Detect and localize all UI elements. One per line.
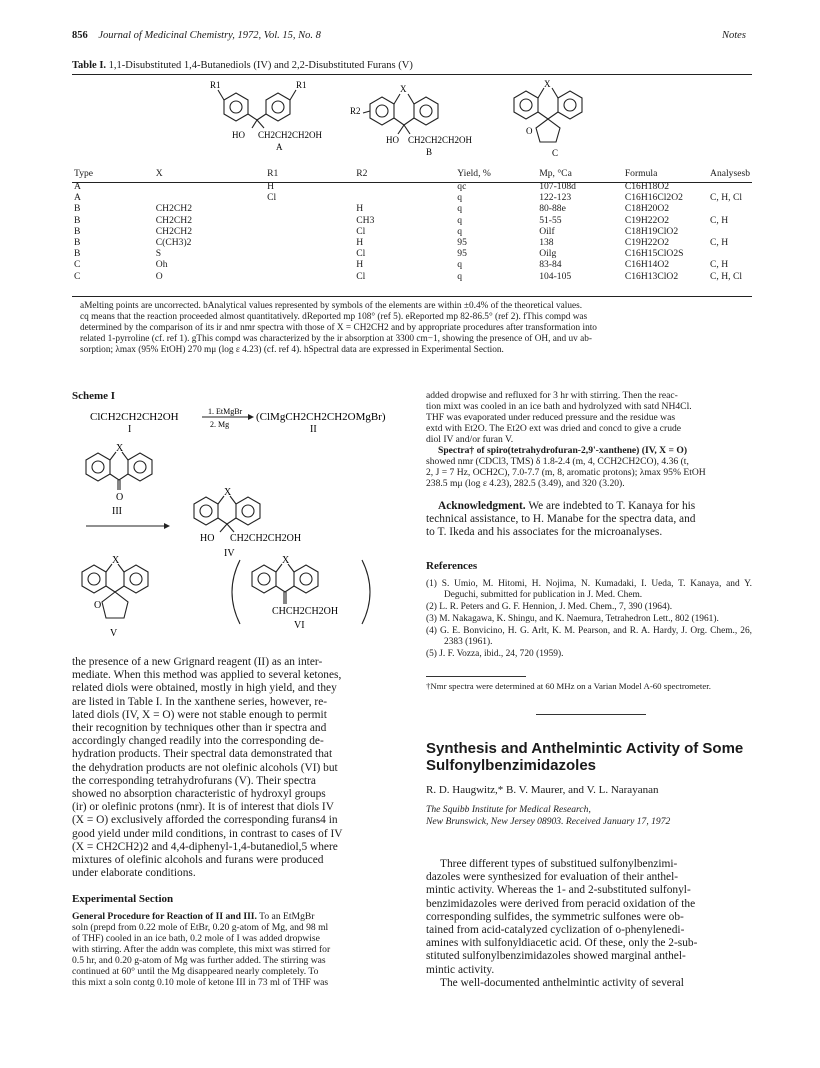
table-cell: CH2CH2 — [155, 203, 193, 215]
text-line: soln (prepd from 0.22 mole of EtBr, 0.20 g-atom of Mg, and 98 ml — [72, 922, 329, 934]
table-cell: q — [457, 259, 463, 271]
table-cell: q — [457, 214, 463, 226]
footnote-line: related 1-pyrroline (cf. ref 1). gThis compd was characterized by the ir absorption at 3300 cm−1, showing the presence of OH, and uv ab- — [80, 334, 593, 344]
table-cell: H — [356, 203, 364, 215]
table-cell: C16H14O2 — [624, 259, 670, 271]
table-cell: CH3 — [356, 214, 375, 226]
article-divider — [536, 714, 646, 715]
v-label: V — [110, 628, 118, 639]
article-title — [426, 740, 756, 774]
article-abstract — [426, 858, 754, 990]
text-line: the presence of a new Grignard reagent (II) as an inter- — [72, 656, 323, 668]
table-cell — [265, 237, 354, 248]
table-cell: Cl — [356, 270, 366, 282]
text-line: hydration products. Their spectral data demonstrated that — [72, 748, 333, 761]
scheme-diagram — [72, 402, 402, 650]
iii-x: X — [116, 443, 124, 454]
text-line: their recognition by techniques other than ir spectra and — [72, 722, 327, 735]
scheme-reagent-top: 1. EtMgBr — [208, 407, 243, 416]
text-line: of THF) cooled in an ice bath, 0.2 mole of I was added dropwise — [72, 933, 320, 945]
table-cell: 107-108d — [539, 181, 576, 192]
struct-b-x: X — [400, 84, 407, 94]
table-header-rule — [72, 182, 752, 183]
col-formula: Formula — [624, 168, 658, 179]
text-line: corresponding sulfides, the symmetric sulfones were ob- — [426, 910, 684, 923]
text-line: good yield under mild conditions, in contrast to cases of IV — [72, 827, 343, 840]
text-line: to T. Ikeda and his associates for the microanalyses. — [426, 526, 663, 539]
struct-c-o: O — [526, 126, 533, 136]
table-cell: q — [457, 192, 463, 204]
text-line: stituted sulfonylbenzimidazoles showed marginal anthel- — [426, 950, 686, 963]
col-type: Type — [74, 168, 94, 179]
article-title-line: Synthesis and Anthelmintic Activity of Some — [426, 740, 744, 757]
scheme-reagent-bottom: 2. Mg — [210, 420, 230, 429]
text-line: (X = O) exclusively afforded the corresponding furans4 in — [72, 814, 338, 827]
text-line: accordingly changed readily into the corresponding de- — [72, 735, 324, 748]
table-cell: C — [74, 259, 81, 271]
table-cell: 122-123 — [539, 192, 572, 204]
table-cell: C16H18O2 — [624, 181, 670, 192]
text-line: diol IV and/or furan V. — [426, 434, 514, 445]
iv-label: IV — [224, 548, 235, 559]
text-line: THF was evaporated under reduced pressure and the residue was — [426, 412, 676, 423]
text-line: mediate. When this method was applied to several ketones, — [72, 669, 342, 682]
col-mp: Mp, °Ca — [539, 168, 572, 179]
table-cell: C18H20O2 — [624, 203, 670, 215]
journal-name: Journal of Medicinal Chemistry, 1972, Vol. 15, No. 8 — [98, 30, 321, 41]
text-line: technical assistance, to H. Manabe for the spectra data, and — [426, 513, 696, 526]
text-line: 238.5 mμ (log ε 4.23), 282.5 (3.49), and 320 (3.20). — [426, 478, 625, 489]
scheme-grignard: (ClMgCH2CH2CH2OMgBr) — [256, 411, 386, 423]
nmr-footnote: †Nmr spectra were determined at 60 MHz on a Varian Model A-60 spectrometer. — [426, 681, 711, 691]
table-header-row — [72, 168, 752, 181]
affiliation-line: New Brunswick, New Jersey 08903. Received January 17, 1972 — [426, 815, 671, 827]
footnote-line: determined by the comparison of its ir and nmr spectra with those of X = CH2CH2 and by appropriate procedures after transformation into — [80, 323, 597, 333]
reference-item: (5) J. F. Vozza, ibid., 24, 720 (1959). — [426, 649, 564, 660]
table-cell: B — [74, 203, 81, 215]
table-cell: H — [267, 181, 275, 192]
spectra-lead: Spectra† of spiro(tetrahydrofuran-2,9'-xanthene) (IV, X = O) — [438, 445, 688, 456]
vi-olefin: CHCH2CH2OH — [272, 606, 339, 617]
table-cell: 80-88e — [539, 203, 566, 215]
table-cell: C19H22O2 — [624, 214, 670, 226]
section-name: Notes — [722, 30, 746, 41]
table-cell — [265, 215, 354, 226]
text-line: The well-documented anthelmintic activity of several — [440, 976, 684, 989]
table-cell: H — [356, 259, 364, 271]
table-cell: B — [74, 237, 81, 249]
table-row — [72, 192, 752, 203]
table-cell: C(CH3)2 — [155, 237, 192, 249]
table-cell: H — [356, 237, 364, 249]
text-line: benzimidazoles were derived from peracid oxidation of the — [426, 897, 696, 910]
text-line: the dehydration products are not olefinic alcohols (VI) but — [72, 761, 338, 774]
footnote-line: sorption; λmax (95% EtOH) 270 mμ (log ε 4.23) (cf. ref 4). hSpectral data are expressed in Experimental Section. — [80, 345, 504, 355]
table-cell: C, H — [710, 214, 729, 226]
text-line: showed nmr (CDCl3, TMS) δ 1.8-2.4 (m, 4, CCH2CH2CO), 4.36 (t, — [426, 456, 689, 467]
struct-a-r1b: R1 — [296, 80, 307, 90]
text-line: tion mixt was cooled in an ice bath and hydrolyzed with satd NH4Cl. — [426, 401, 692, 412]
struct-a-chain: CH2CH2CH2OH — [258, 130, 323, 140]
table-cell: B — [74, 225, 81, 237]
experimental-heading: Experimental Section — [72, 893, 174, 905]
compound-table — [72, 168, 752, 282]
text-line: extd with Et2O. The Et2O ext was dried and concd to give a crude — [426, 423, 682, 434]
text-line: are listed in Table I. In the xanthene series, however, re- — [72, 695, 328, 708]
table-row — [72, 203, 752, 214]
table-cell — [154, 192, 265, 203]
experimental-continued — [426, 390, 752, 489]
table-cell: 51-55 — [539, 214, 562, 226]
table-cell: C, H, Cl — [710, 270, 743, 282]
struct-a-label: A — [276, 142, 283, 152]
scheme-grignard-num: II — [310, 424, 317, 435]
table-row — [72, 237, 752, 248]
col-r2: R2 — [356, 168, 368, 179]
experimental-section — [72, 893, 404, 988]
table-cell: q — [457, 203, 463, 215]
col-r1: R1 — [267, 168, 279, 179]
struct-b-r2: R2 — [350, 106, 361, 116]
table-top-rule — [72, 74, 752, 75]
table-cell: Cl — [356, 248, 366, 260]
experimental-lead: General Procedure for Reaction of II and III. — [72, 911, 257, 923]
table-cell — [265, 271, 354, 282]
text-line: tained from acid-catalyzed cyclization of o-phenylenedi- — [426, 924, 685, 937]
text-line: (X = CH2CH2)2 and 4,4-diphenyl-1,4-butanediol,5 where — [72, 840, 338, 853]
table-cell: A — [74, 181, 81, 192]
text-line: with stirring. After the addn was complete, this mixt was stirred for — [72, 944, 331, 956]
table-cell — [708, 226, 752, 237]
scheme-title: Scheme I — [72, 390, 116, 402]
table-structures — [200, 78, 640, 160]
table-cell: CH2CH2 — [155, 214, 193, 226]
col-yield: Yield, % — [457, 168, 491, 179]
table-cell: Cl — [356, 225, 366, 237]
reference-item: (3) M. Nakagawa, K. Shingu, and K. Naemura, Tetrahedron Lett., 802 (1961). — [426, 614, 719, 625]
table-cell: C16H15ClO2S — [624, 248, 684, 260]
reference-item: (1) S. Umio, M. Hitomi, H. Nojima, N. Kumadaki, I. Ueda, T. Kanaya, and Y. Deguchi, submitted for publication in J. Med. Chem. — [426, 579, 752, 601]
text-line: related diols were obtained, mostly in high yield, and they — [72, 682, 337, 695]
table-cell: 95 — [457, 248, 467, 260]
table-cell — [708, 248, 752, 259]
text-line: mintic activity. — [426, 963, 495, 976]
acknowledgment — [426, 500, 752, 540]
iv-x: X — [224, 487, 232, 498]
text-line: To an EtMgBr — [259, 911, 315, 923]
table-cell: 104-105 — [539, 270, 572, 282]
table-cell: C — [74, 270, 81, 282]
text-line: the corresponding tetrahydrofurans (V). Their spectra — [72, 774, 316, 787]
struct-b-chain: CH2CH2CH2OH — [408, 135, 473, 145]
article-title-line: Sulfonylbenzimidazoles — [426, 757, 597, 774]
table-row — [72, 215, 752, 226]
footnote-line: cq means that the reaction proceeded almost quantitatively. dReported mp 108° (ref 5). eReported mp 82-86.5° (ref 2). fThis compd was — [80, 312, 588, 322]
text-line: dazoles were synthesized for evaluation of their anthel- — [426, 871, 679, 884]
text-line: mixtures of olefinic alcohols and furans were produced — [72, 854, 324, 867]
iv-ho: HO — [200, 533, 215, 544]
table-bottom-rule — [72, 296, 752, 297]
v-x: X — [112, 555, 120, 566]
table-cell: S — [155, 248, 162, 260]
table-cell: Oilg — [539, 248, 557, 260]
table-cell — [265, 203, 354, 214]
table-cell — [708, 203, 752, 214]
table-cell: CH2CH2 — [155, 225, 193, 237]
table-cell — [265, 226, 354, 237]
table-cell: 83-84 — [539, 259, 562, 271]
table-cell: C, H — [710, 237, 729, 249]
article-affiliation — [426, 804, 670, 827]
vi-x: X — [282, 555, 290, 566]
text-line: this mixt a soln contg 0.10 mole of ketone III in 73 ml of THF was — [72, 977, 329, 989]
table-caption — [72, 60, 413, 71]
col-analyses: Analysesb — [710, 168, 750, 179]
text-line: Three different types of substitued sulfonylbenzimi- — [440, 858, 678, 870]
text-line: 2, J = 7 Hz, OCH2C), 7.0-7.7 (m, 8, aromatic protons); λmax 95% EtOH — [426, 467, 706, 478]
article-authors: R. D. Haugwitz,* B. V. Maurer, and V. L. Narayanan — [426, 784, 659, 796]
table-cell: B — [74, 248, 81, 260]
table-cell: A — [74, 192, 81, 204]
text-line: continued at 60° until the Mg disappeared nearly completely. To — [72, 966, 319, 978]
text-line: amines with sulfonyldiacetic acid. Of these, only the 2-sub- — [426, 937, 698, 950]
iv-chain: CH2CH2CH2OH — [230, 533, 302, 544]
page-header — [72, 30, 321, 41]
text-line: showed no absorption characteristic of hydroxyl groups — [72, 788, 326, 801]
affiliation-line: The Squibb Institute for Medical Research, — [426, 804, 591, 815]
discussion-text — [72, 656, 404, 880]
v-o: O — [94, 600, 102, 611]
references — [426, 560, 752, 661]
struct-a-ho: HO — [232, 130, 245, 140]
reference-item: (4) G. E. Bonvicino, H. G. Arlt, K. M. Pearson, and R. A. Hardy, J. Org. Chem., 26, 2383 (1961). — [426, 626, 752, 648]
table-footnotes — [80, 301, 748, 356]
page-number: 856 — [72, 30, 88, 41]
struct-b-label: B — [426, 147, 433, 157]
reference-item: (2) L. R. Peters and G. F. Hennion, J. Med. Chem., 7, 390 (1964). — [426, 602, 673, 613]
table-row — [72, 271, 752, 282]
text-line: 0.5 hr, and 0.20 g-atom of Mg was further added. The stirring was — [72, 955, 326, 967]
table-cell: C, H — [710, 259, 729, 271]
ack-lead: Acknowledgment. — [438, 500, 526, 512]
table-cell: Cl — [267, 192, 277, 204]
scheme-reactant-num: I — [128, 424, 132, 435]
col-x: X — [155, 168, 163, 179]
table-cell: Oilf — [539, 225, 555, 237]
table-caption-text: 1,1-Disubstituted 1,4-Butanediols (IV) and 2,2-Disubstituted Furans (V) — [108, 60, 413, 71]
table-cell: C19H22O2 — [624, 237, 670, 249]
text-line: lated diols (IV, X = O) were not stable enough to permit — [72, 708, 327, 721]
struct-a-r1: R1 — [210, 80, 221, 90]
struct-c-x: X — [544, 79, 551, 89]
table-cell: qc — [457, 181, 467, 192]
table-cell: 95 — [457, 237, 467, 249]
references-heading: References — [426, 560, 478, 572]
iii-o: O — [116, 492, 124, 503]
iii-label: III — [112, 506, 122, 517]
table-cell: O — [155, 270, 163, 282]
table-cell: Oh — [155, 259, 168, 271]
table-caption-label: Table I. — [72, 60, 107, 71]
table-cell: C16H13ClO2 — [624, 270, 679, 282]
table-cell: 138 — [539, 237, 554, 249]
vi-label: VI — [294, 620, 305, 631]
text-line: under elaborate conditions. — [72, 867, 196, 880]
scheme-reactant: ClCH2CH2CH2OH — [90, 411, 179, 423]
footnote-divider — [426, 676, 526, 677]
text-line: mintic activity. Whereas the 1- and 2-substituted sulfonyl- — [426, 884, 691, 897]
text-line: added dropwise and refluxed for 3 hr with stirring. Then the reac- — [426, 390, 678, 401]
struct-b-ho: HO — [386, 135, 399, 145]
table-cell — [265, 248, 354, 259]
table-cell — [354, 192, 455, 203]
table-cell: q — [457, 225, 463, 237]
table-cell: C16H16Cl2O2 — [624, 192, 683, 204]
footnote-line: aMelting points are uncorrected. bAnalytical values represented by symbols of the elements are within ±0.4% of the theoretical values. — [80, 301, 583, 311]
table-row — [72, 226, 752, 237]
table-row — [72, 248, 752, 259]
table-cell: C, H, Cl — [710, 192, 743, 204]
text-line: (ir) or olefinic protons (nmr). It is of interest that diols IV — [72, 801, 334, 814]
struct-c-label: C — [552, 148, 559, 158]
table-cell — [265, 259, 354, 270]
text-line: We are indebted to T. Kanaya for his — [528, 500, 696, 512]
table-cell: C18H19ClO2 — [624, 225, 679, 237]
table-row — [72, 259, 752, 270]
table-cell: q — [457, 270, 463, 282]
table-cell: B — [74, 214, 81, 226]
